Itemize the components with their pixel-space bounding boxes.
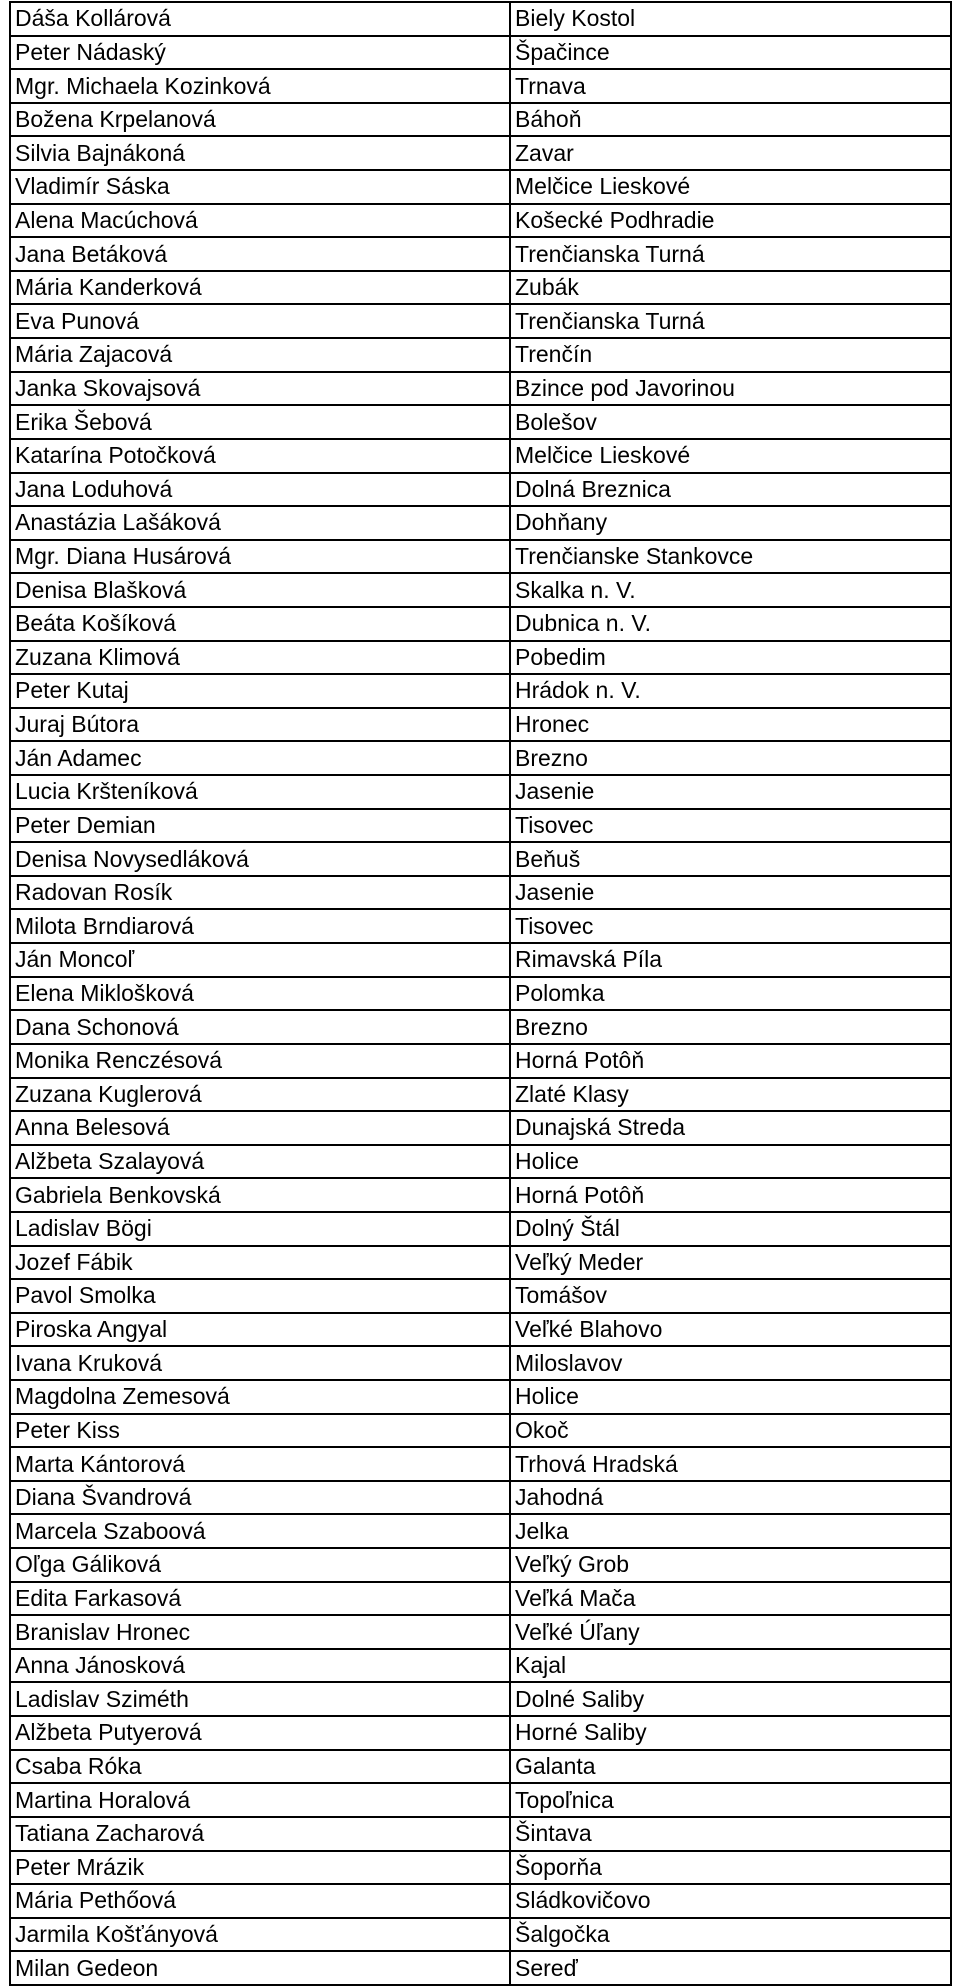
table-row [10,1783,951,1817]
place-cell: Horná Potôň [510,1044,951,1078]
table-row [10,36,951,70]
name-cell: Katarína Potočková [10,439,510,473]
name-cell: Jarmila Košťányová [10,1918,510,1952]
place-cell: Holice [510,1145,951,1179]
place-cell: Horné Saliby [510,1716,951,1750]
table-row [10,338,951,372]
table-row [10,1246,951,1280]
name-cell: Radovan Rosík [10,876,510,910]
name-cell: Csaba Róka [10,1750,510,1784]
name-cell: Eva Punová [10,304,510,338]
place-cell: Dunajská Streda [510,1111,951,1145]
name-cell: Denisa Novysedláková [10,842,510,876]
name-cell: Marta Kántorová [10,1447,510,1481]
table-row [10,1615,951,1649]
place-cell: Melčice Lieskové [510,170,951,204]
name-cell: Peter Demian [10,809,510,843]
table-row [10,809,951,843]
place-cell: Veľký Meder [510,1246,951,1280]
name-cell: Gabriela Benkovská [10,1178,510,1212]
table-row [10,1884,951,1918]
name-cell: Vladimír Sáska [10,170,510,204]
table-row [10,1212,951,1246]
table-row [10,1447,951,1481]
name-cell: Ján Adamec [10,741,510,775]
name-cell: Silvia Bajnákoná [10,136,510,170]
name-cell: Ján Moncoľ [10,943,510,977]
place-cell: Bzince pod Javorinou [510,372,951,406]
place-cell: Dohňany [510,506,951,540]
place-cell: Trenčianske Stankovce [510,540,951,574]
place-cell: Beňuš [510,842,951,876]
name-cell: Elena Miklošková [10,977,510,1011]
place-cell: Topoľnica [510,1783,951,1817]
place-cell: Dolné Saliby [510,1682,951,1716]
name-cell: Lucia Kršteníková [10,775,510,809]
name-cell: Janka Skovajsová [10,372,510,406]
table-row [10,136,951,170]
table-row [10,540,951,574]
place-cell: Rimavská Píla [510,943,951,977]
name-cell: Jana Betáková [10,237,510,271]
place-cell: Báhoň [510,103,951,137]
name-cell: Marcela Szaboová [10,1514,510,1548]
table-row [10,1918,951,1952]
name-cell: Martina Horalová [10,1783,510,1817]
place-cell: Sládkovičovo [510,1884,951,1918]
place-cell: Veľká Mača [510,1582,951,1616]
table-row [10,439,951,473]
table-row [10,1548,951,1582]
table-body [10,2,951,1985]
table-row [10,1279,951,1313]
place-cell: Holice [510,1380,951,1414]
table-row [10,1649,951,1683]
place-cell: Tisovec [510,809,951,843]
name-cell: Peter Nádaský [10,36,510,70]
table-row [10,271,951,305]
name-cell: Anna Belesová [10,1111,510,1145]
table-row [10,1145,951,1179]
table-row [10,170,951,204]
table-row [10,573,951,607]
name-cell: Magdolna Zemesová [10,1380,510,1414]
place-cell: Melčice Lieskové [510,439,951,473]
place-cell: Skalka n. V. [510,573,951,607]
place-cell: Dubnica n. V. [510,607,951,641]
place-cell: Trenčín [510,338,951,372]
name-cell: Piroska Angyal [10,1313,510,1347]
table-row [10,1044,951,1078]
place-cell: Šintava [510,1817,951,1851]
table-row [10,1817,951,1851]
table-row [10,607,951,641]
place-cell: Polomka [510,977,951,1011]
table-row [10,1951,951,1985]
name-cell: Juraj Bútora [10,708,510,742]
name-cell: Mária Zajacová [10,338,510,372]
table-row [10,1851,951,1885]
table-row [10,1582,951,1616]
table-row [10,1380,951,1414]
place-cell: Kajal [510,1649,951,1683]
place-cell: Šoporňa [510,1851,951,1885]
place-cell: Dolný Štál [510,1212,951,1246]
name-cell: Mária Kanderková [10,271,510,305]
place-cell: Zavar [510,136,951,170]
place-cell: Tomášov [510,1279,951,1313]
table-row [10,909,951,943]
place-cell: Veľké Úľany [510,1615,951,1649]
name-cell: Beáta Košíková [10,607,510,641]
table-row [10,674,951,708]
table-row [10,1481,951,1515]
place-cell: Trnava [510,69,951,103]
table-row [10,775,951,809]
place-cell: Košecké Podhradie [510,204,951,238]
name-cell: Alžbeta Putyerová [10,1716,510,1750]
table-row [10,237,951,271]
table-row [10,1010,951,1044]
place-cell: Brezno [510,1010,951,1044]
place-cell: Miloslavov [510,1346,951,1380]
place-cell: Pobedim [510,641,951,675]
name-cell: Mária Pethőová [10,1884,510,1918]
place-cell: Šalgočka [510,1918,951,1952]
table-row [10,1078,951,1112]
name-cell: Denisa Blašková [10,573,510,607]
table-row [10,741,951,775]
table-row [10,1111,951,1145]
name-cell: Alžbeta Szalayová [10,1145,510,1179]
place-cell: Trenčianska Turná [510,304,951,338]
place-cell: Veľký Grob [510,1548,951,1582]
name-cell: Ivana Kruková [10,1346,510,1380]
table-row [10,876,951,910]
name-cell: Anna Jánosková [10,1649,510,1683]
name-cell: Peter Kutaj [10,674,510,708]
name-cell: Ladislav Bögi [10,1212,510,1246]
place-cell: Biely Kostol [510,2,951,36]
place-cell: Hronec [510,708,951,742]
place-cell: Jasenie [510,775,951,809]
place-cell: Trhová Hradská [510,1447,951,1481]
table-row [10,473,951,507]
table-row [10,405,951,439]
place-cell: Jahodná [510,1481,951,1515]
name-cell: Jozef Fábik [10,1246,510,1280]
place-cell: Galanta [510,1750,951,1784]
place-cell: Trenčianska Turná [510,237,951,271]
table-row [10,1178,951,1212]
table-row [10,842,951,876]
table-row [10,977,951,1011]
place-cell: Špačince [510,36,951,70]
table-row [10,1716,951,1750]
table-row [10,103,951,137]
table-row [10,708,951,742]
name-cell: Mgr. Michaela Kozinková [10,69,510,103]
name-cell: Oľga Gáliková [10,1548,510,1582]
table-row [10,2,951,36]
place-cell: Horná Potôň [510,1178,951,1212]
name-cell: Anastázia Lašáková [10,506,510,540]
name-cell: Branislav Hronec [10,1615,510,1649]
table-row [10,69,951,103]
table-row [10,1414,951,1448]
place-cell: Veľké Blahovo [510,1313,951,1347]
name-cell: Monika Renczésová [10,1044,510,1078]
table-row [10,1514,951,1548]
name-cell: Milan Gedeon [10,1951,510,1985]
table-row [10,204,951,238]
name-cell: Tatiana Zacharová [10,1817,510,1851]
name-cell: Zuzana Kuglerová [10,1078,510,1112]
place-cell: Zlaté Klasy [510,1078,951,1112]
table-row [10,506,951,540]
table-row [10,1346,951,1380]
name-cell: Peter Mrázik [10,1851,510,1885]
names-table [9,1,952,1986]
name-cell: Diana Švandrová [10,1481,510,1515]
table-row [10,372,951,406]
name-cell: Alena Macúchová [10,204,510,238]
name-cell: Božena Krpelanová [10,103,510,137]
place-cell: Brezno [510,741,951,775]
name-cell: Dáša Kollárová [10,2,510,36]
name-cell: Zuzana Klimová [10,641,510,675]
place-cell: Bolešov [510,405,951,439]
place-cell: Zubák [510,271,951,305]
table-row [10,641,951,675]
place-cell: Jelka [510,1514,951,1548]
table-row [10,1313,951,1347]
table-row [10,943,951,977]
name-cell: Dana Schonová [10,1010,510,1044]
name-cell: Edita Farkasová [10,1582,510,1616]
place-cell: Dolná Breznica [510,473,951,507]
name-cell: Pavol Smolka [10,1279,510,1313]
place-cell: Hrádok n. V. [510,674,951,708]
name-cell: Peter Kiss [10,1414,510,1448]
place-cell: Tisovec [510,909,951,943]
name-cell: Mgr. Diana Husárová [10,540,510,574]
table-row [10,304,951,338]
place-cell: Jasenie [510,876,951,910]
name-cell: Erika Šebová [10,405,510,439]
place-cell: Sereď [510,1951,951,1985]
place-cell: Okoč [510,1414,951,1448]
name-cell: Ladislav Sziméth [10,1682,510,1716]
table-row [10,1750,951,1784]
name-cell: Jana Loduhová [10,473,510,507]
table-row [10,1682,951,1716]
name-cell: Milota Brndiarová [10,909,510,943]
